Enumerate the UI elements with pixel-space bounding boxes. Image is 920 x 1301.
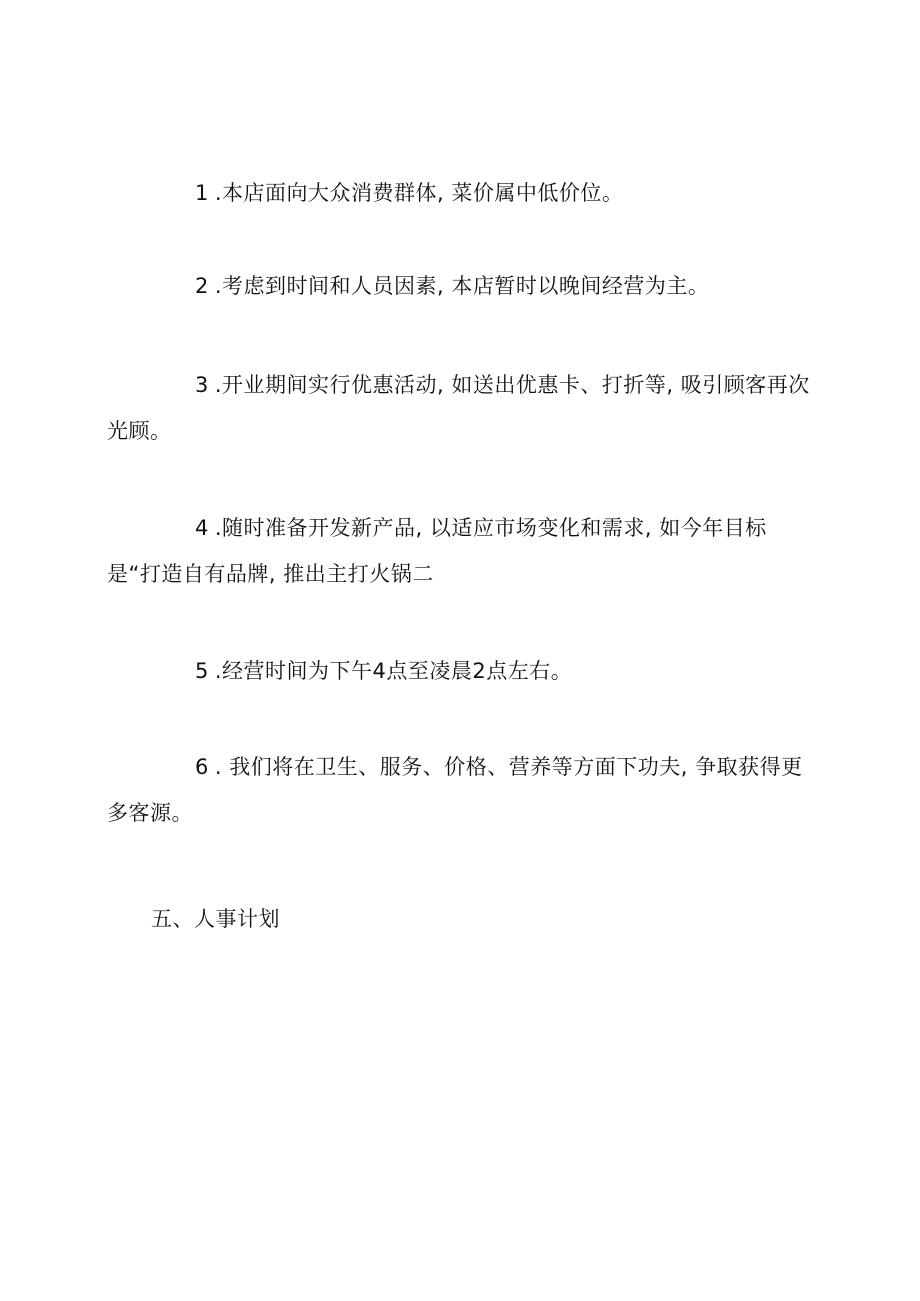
list-item-text: .随时准备开发新产品, 以适应市场变化和需求, 如今年目标是“打造自有品牌, 推出主打火锅二	[107, 516, 767, 586]
list-item-number: 1	[195, 181, 209, 205]
list-item-5	[107, 648, 812, 694]
list-item-2	[107, 263, 812, 309]
list-item-4	[107, 505, 812, 597]
list-item-6	[107, 744, 812, 836]
list-item-number: 6	[195, 755, 209, 779]
list-item-1	[107, 170, 812, 216]
list-item-number: 2	[195, 274, 209, 298]
list-item-text: .开业期间实行优惠活动, 如送出优惠卡、打折等, 吸引顾客再次光顾。	[107, 373, 810, 443]
section-heading: 五、人事计划	[151, 907, 280, 931]
list-item-number: 3	[195, 373, 209, 397]
list-item-text: .本店面向大众消费群体, 菜价属中低价位。	[214, 181, 624, 205]
list-item-number: 4	[195, 516, 209, 540]
list-item-text: .经营时间为下午4点至凌晨2点左右。	[214, 659, 573, 683]
list-item-3	[107, 362, 812, 454]
list-item-text: .考虑到时间和人员因素, 本店暂时以晚间经营为主。	[214, 274, 710, 298]
list-item-text: . 我们将在卫生、服务、价格、营养等方面下功夫, 争取获得更多客源。	[107, 755, 803, 825]
list-item-number: 5	[195, 659, 209, 683]
